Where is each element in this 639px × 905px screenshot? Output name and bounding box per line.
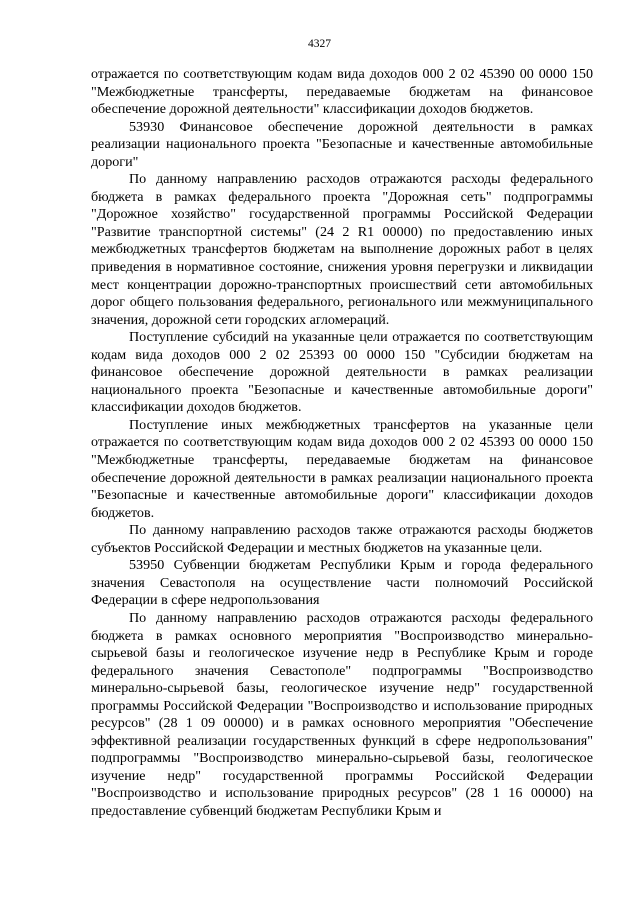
section-heading-53930: 53930 Финансовое обеспечение дорожной деятельности в рамках реализации национального проекта "Безопасные и качественные автомобильные дороги" [91, 118, 593, 170]
section-heading-53950: 53950 Субвенции бюджетам Республики Крым и города федерального значения Севастополя на осуществление части полномочий Российской Федерации в сфере недропользования [91, 557, 593, 609]
paragraph: По данному направлению расходов также отражаются расходы бюджетов субъектов Российской Федерации и местных бюджетов на указанные цели. [91, 522, 593, 556]
paragraph: По данному направлению расходов отражаются расходы федерального бюджета в рамках основного мероприятия "Воспроизводство минерально-сырьевой базы и геологическое изучение недр в Республике Крым и городе федерального значения Севастополе" подпрограммы "Воспроизводство минерально-сырьевой базы, геологическое изучение недр" государственной программы Российской Федерации "Воспроизводство и использование природных ресурсов" (28 1 09 00000) и в рамках основного мероприятия "Обеспечение эффективной реализации государственных функций в сфере недропользования" подпрограммы "Воспроизводство минерально-сырьевой базы, геологическое изучение недр" государственной программы Российской Федерации "Воспроизводство и использование природных ресурсов" (28 1 16 00000) на предоставление субвенций бюджетам Республики Крым и [91, 609, 593, 819]
paragraph: Поступление субсидий на указанные цели отражается по соответствующим кодам вида доходов 000 2 02 25393 00 0000 150 "Субсидии бюджетам на финансовое обеспечение дорожной деятельности в рамках реализации национального проекта "Безопасные и качественные автомобильные дороги" классификации доходов бюджетов. [91, 329, 593, 416]
paragraph-continuation: отражается по соответствующим кодам вида доходов 000 2 02 45390 00 0000 150 "Межбюджетные трансферты, передаваемые бюджетам на финансовое обеспечение дорожной деятельности" классификации доходов бюджетов. [91, 66, 593, 118]
document-body [91, 66, 593, 821]
paragraph: По данному направлению расходов отражаются расходы федерального бюджета в рамках федерального проекта "Дорожная сеть" подпрограммы "Дорожное хозяйство" государственной программы Российской Федерации "Развитие транспортной системы" (24 2 R1 00000) по предоставлению иных межбюджетных трансфертов бюджетам на выполнение дорожных работ в целях приведения в нормативное состояние, снижения уровня перегрузки и ликвидации мест концентрации дорожно-транспортных происшествий сети автомобильных дорог общего пользования федерального, регионального или межмуниципального значения, дорожной сети городских агломераций. [91, 171, 593, 328]
paragraph: Поступление иных межбюджетных трансфертов на указанные цели отражается по соответствующим кодам вида доходов 000 2 02 45393 00 0000 150 "Межбюджетные трансферты, передаваемые бюджетам на финансовое обеспечение дорожной деятельности в рамках реализации национального проекта "Безопасные и качественные автомобильные дороги" классификации доходов бюджетов. [91, 416, 593, 521]
page-number: 4327 [308, 38, 331, 50]
